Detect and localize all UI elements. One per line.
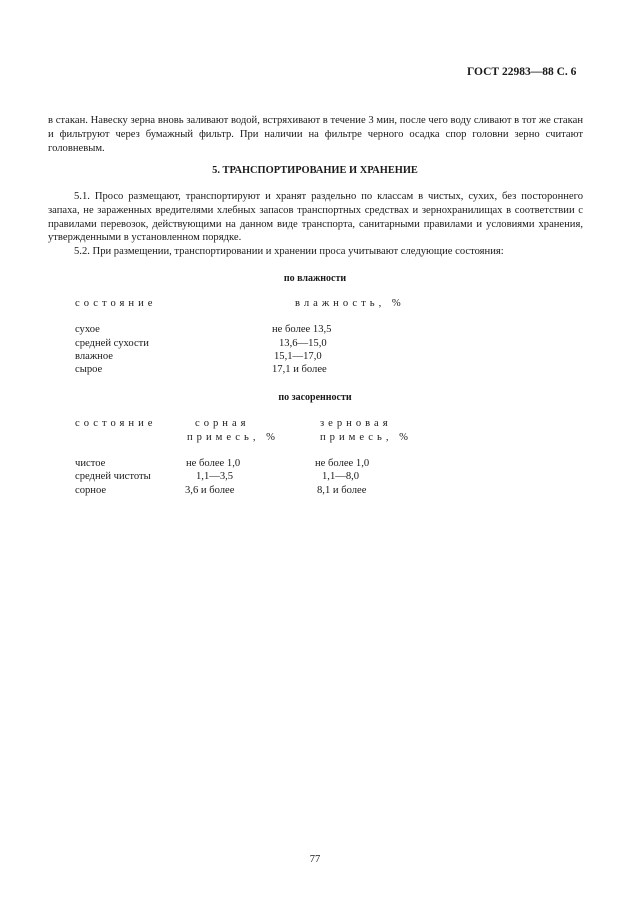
impurity-row-state: средней чистоты xyxy=(75,471,151,482)
impurity-table-title: по засоренности xyxy=(278,392,352,403)
moisture-row-value: 13,6—15,0 xyxy=(279,338,327,349)
moisture-row-state: средней сухости xyxy=(75,338,149,349)
moisture-row-state: сырое xyxy=(75,364,103,375)
paragraph-5-1: 5.1. Просо размещают, транспортируют и хранят раздельно по классам в чистых, сухих, без постороннего запаха, не зараженных вредителями хлебных запасов транспортных средствах и зернохранилищах в соответствии с правилами перевозок, действующими на данном виде транспорта, санитарными правилами и условиями хранения, утвержденными в установленном порядке. xyxy=(48,191,583,244)
impurity-row-grain: не более 1,0 xyxy=(315,458,370,469)
moisture-row-value: 15,1—17,0 xyxy=(274,351,322,362)
impurity-row-weed: 1,1—3,5 xyxy=(196,471,234,482)
impurity-col-weed: сорная xyxy=(195,418,250,429)
moisture-row-state: сухое xyxy=(75,324,100,335)
moisture-col-state: состояние xyxy=(75,298,157,309)
intro-paragraph xyxy=(48,114,583,155)
moisture-row-value: 17,1 и более xyxy=(272,364,327,375)
moisture-table-title: по влажности xyxy=(283,273,347,284)
paragraph-5-2: 5.2. При размещении, транспортировании и хранении проса учитывают следующие состояния: xyxy=(74,246,504,258)
moisture-row-value: не более 13,5 xyxy=(272,324,332,335)
impurity-row-state: сорное xyxy=(75,485,107,496)
moisture-col-value: влажность, % xyxy=(295,298,405,309)
impurity-row-grain: 8,1 и более xyxy=(317,485,367,496)
impurity-row-grain: 1,1—8,0 xyxy=(322,471,360,482)
impurity-col-grain: зерновая xyxy=(320,418,392,429)
impurity-row-weed: не более 1,0 xyxy=(186,458,241,469)
intro-text: в стакан. Навеску зерна вновь заливают водой, встряхивают в течение 3 мин, после чего воду сливают в тот же стакан и фильтруют через бумажный фильтр. При наличии на фильтре черного осадка спор головни зерно считают головневым. xyxy=(48,115,583,154)
impurity-row-state: чистое xyxy=(75,458,106,469)
impurity-col-weed-unit: примесь, % xyxy=(187,432,279,443)
impurity-row-weed: 3,6 и более xyxy=(185,485,235,496)
section-title: 5. ТРАНСПОРТИРОВАНИЕ И ХРАНЕНИЕ xyxy=(212,165,418,176)
document-header: ГОСТ 22983—88 С. 6 xyxy=(467,66,577,78)
section-body xyxy=(48,190,583,259)
impurity-col-grain-unit: примесь, % xyxy=(320,432,412,443)
moisture-row-state: влажное xyxy=(75,351,113,362)
page-number: 77 xyxy=(309,854,321,865)
impurity-col-state: состояние xyxy=(75,418,157,429)
